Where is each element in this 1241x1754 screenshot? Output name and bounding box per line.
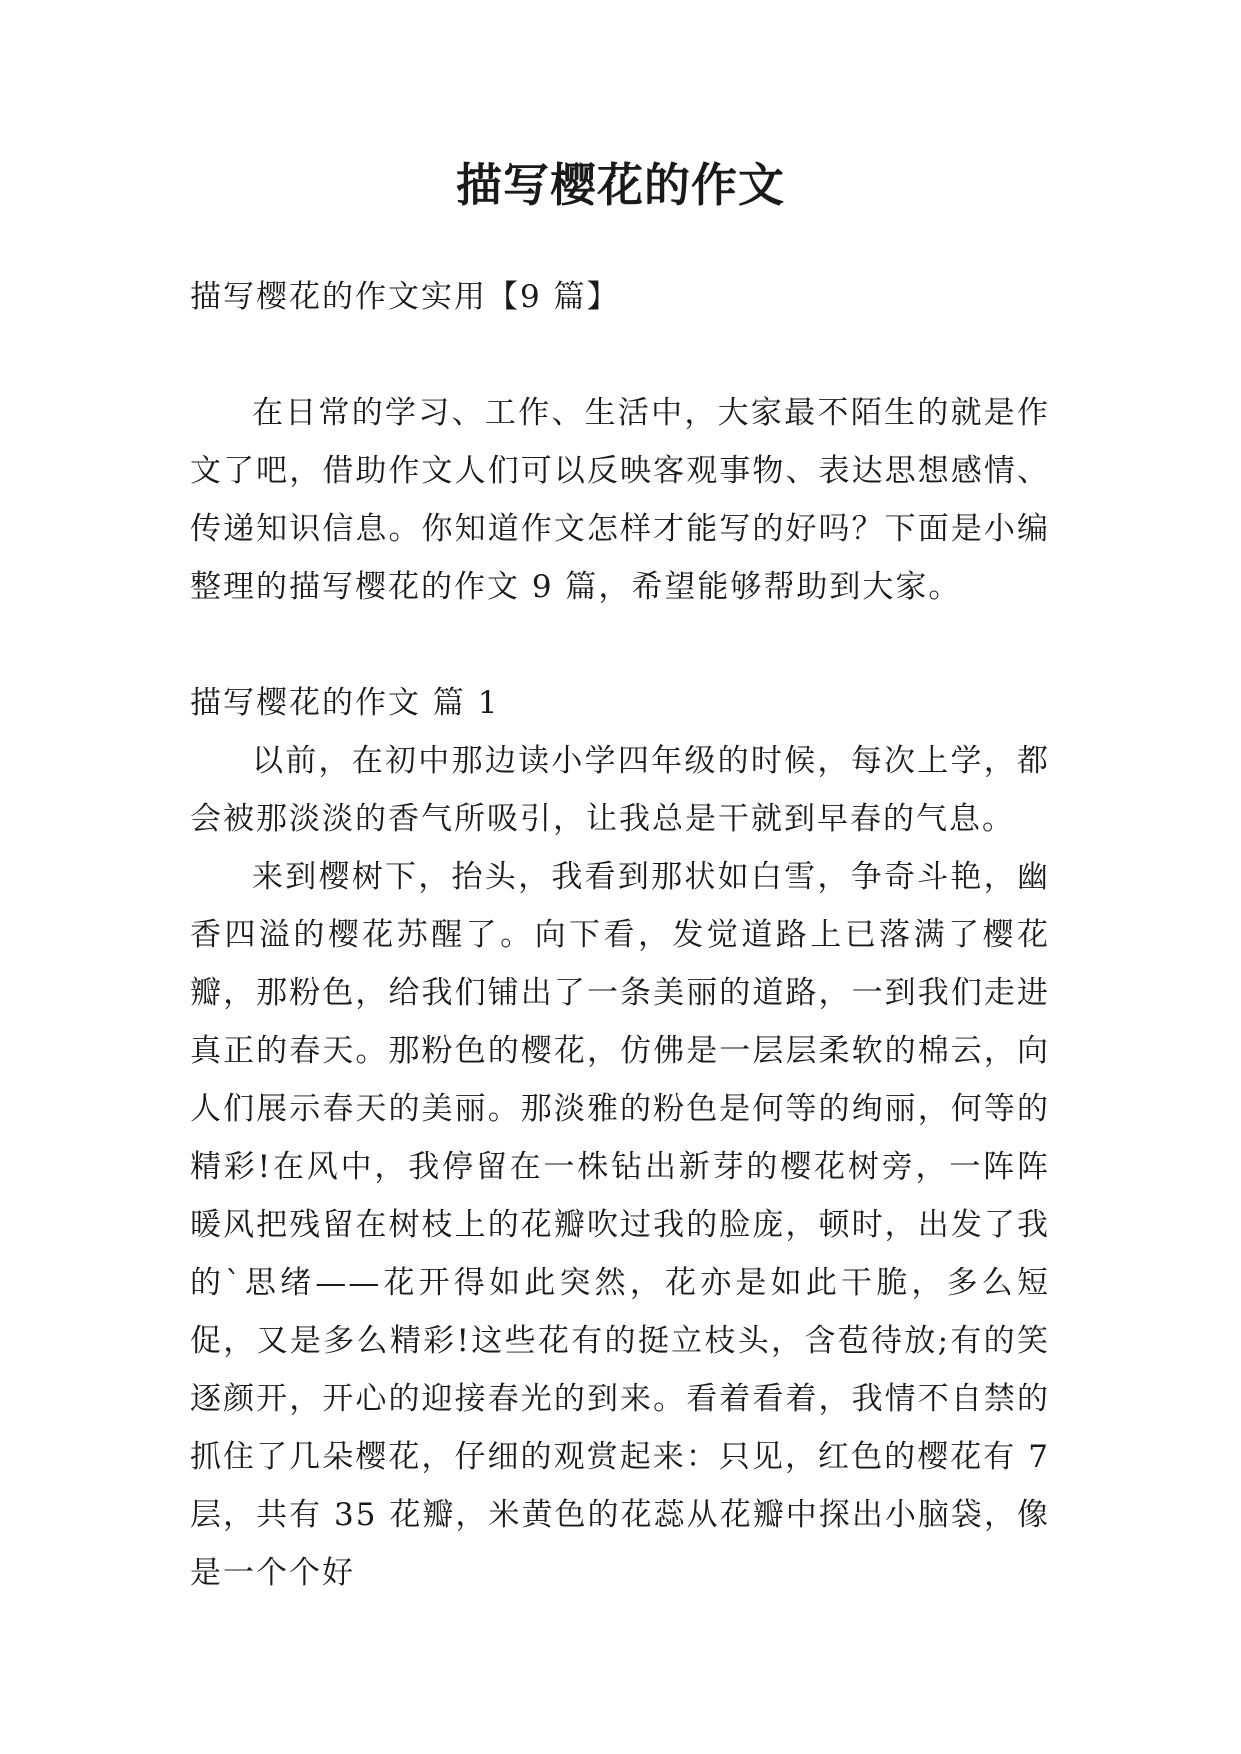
section-paragraph-2: 来到樱树下，抬头，我看到那状如白雪，争奇斗艳，幽香四溢的樱花苏醒了。向下看，发觉道路上已落满了樱花瓣，那粉色，给我们铺出了一条美丽的道路，一到我们走进真正的春天。那粉色的樱花，仿佛是一层层柔软的棉云，向人们展示春天的美丽。那淡雅的粉色是何等的绚丽，何等的精彩!在风中，我停留在一株钻出新芽的樱花树旁，一阵阵暖风把残留在树枝上的花瓣吹过我的脸庞，顿时，出发了我的`思绪——花开得如此突然，花亦是如此干脆，多么短促，又是多么精彩!这些花有的挺立枝头，含苞待放;有的笑逐颜开，开心的迎接春光的到来。看着看着，我情不自禁的抓住了几朵樱花，仔细的观赏起来：只见，红色的樱花有 7 层，共有 35 花瓣，米黄色的花蕊从花瓣中探出小脑袋，像是一个个好 [190, 859, 1050, 1591]
document-body [190, 268, 1050, 1602]
document-title: 描写樱花的作文 [456, 158, 785, 212]
intro-paragraph: 在日常的学习、工作、生活中，大家最不陌生的就是作文了吧，借助作文人们可以反映客观事物、表达思想感情、传递知识信息。你知道作文怎样才能写的好吗？下面是小编整理的描写樱花的作文 9 篇，希望能够帮助到大家。 [190, 395, 1050, 605]
section-paragraph-1: 以前，在初中那边读小学四年级的时候，每次上学，都会被那淡淡的香气所吸引，让我总是干就到早春的气息。 [190, 743, 1050, 837]
document-subtitle: 描写樱花的作文实用【9 篇】 [190, 279, 620, 315]
section-heading: 描写樱花的作文 篇 1 [190, 685, 500, 721]
